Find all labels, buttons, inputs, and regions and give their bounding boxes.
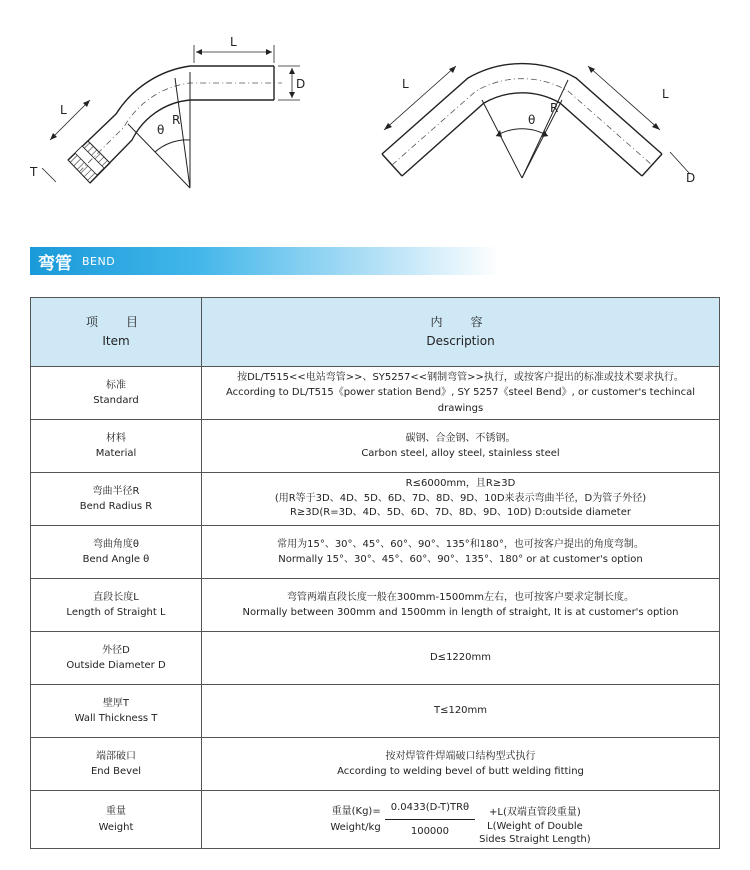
table-header-row <box>31 298 720 367</box>
item-cell: 端部破口 End Bevel <box>31 738 202 791</box>
item-cell: 标准 Standard <box>31 367 202 420</box>
weight-formula: 重量(Kg)= Weight/kg $\frac{\text{0.0433(D-T)TRθ}}{100000}$ +L(双端直管段重量) L(Weight of Double Sides Straight Length) <box>330 802 591 846</box>
spec-table <box>30 297 720 849</box>
table-row-outside-diameter <box>31 632 720 685</box>
desc-cell: T≤120mm <box>202 685 720 738</box>
item-cell: 直段长度L Length of Straight L <box>31 579 202 632</box>
table-row-end-bevel <box>31 738 720 791</box>
section-title-en: BEND <box>82 254 116 268</box>
label-L-left: L <box>402 77 409 91</box>
label-D: D <box>686 171 696 185</box>
header-item-cell: 项 目 Item <box>31 298 202 367</box>
bend-diagram-90-svg <box>20 0 340 240</box>
pipe-outer-wall <box>382 64 662 154</box>
table-row-wall-thickness <box>31 685 720 738</box>
bend-diagram-90 <box>20 0 340 240</box>
item-cell: 外径D Outside Diameter D <box>31 632 202 685</box>
desc-cell: 常用为15°、30°、45°、60°、90°、135°和180°，也可按客户提出的角度弯制。 Normally 15°、30°、45°、60°、90°、135°、180° or at customer's option <box>202 526 720 579</box>
label-L-top: L <box>230 35 237 49</box>
table-row-bend-radius <box>31 473 720 526</box>
table-row-straight-length <box>31 579 720 632</box>
table-row-weight <box>31 791 720 849</box>
desc-cell: 按对焊管件焊端破口结构型式执行 According to welding bevel of butt welding fitting <box>202 738 720 791</box>
table-row-material <box>31 420 720 473</box>
desc-cell: R≤6000mm，且R≥3D (用R等于3D、4D、5D、6D、7D、8D、9D、10D来表示弯曲半径，D为管子外径) R≥3D(R=3D、4D、5D、6D、7D、8D、9D、10D) D:outside diameter <box>202 473 720 526</box>
table-row-bend-angle <box>31 526 720 579</box>
desc-cell: 碳钢、合金钢、不锈钢。 Carbon steel, alloy steel, stainless steel <box>202 420 720 473</box>
formula-fraction: $\frac{\text{0.0433(D-T)TRθ}}{100000}$ <box>385 800 475 839</box>
desc-cell: D≤1220mm <box>202 632 720 685</box>
label-L-side: L <box>60 103 67 117</box>
item-cell: 材料 Material <box>31 420 202 473</box>
item-cell: 弯曲角度θ Bend Angle θ <box>31 526 202 579</box>
table-row-standard <box>31 367 720 420</box>
item-cell: 壁厚T Wall Thickness T <box>31 685 202 738</box>
bend-diagram-angle-svg <box>370 0 730 240</box>
bend-diagram-angle <box>370 0 730 240</box>
item-cell: 重量 Weight <box>31 791 202 849</box>
label-D: D <box>296 77 306 91</box>
item-cell: 弯曲半径R Bend Radius R <box>31 473 202 526</box>
weight-formula-cell <box>202 791 720 849</box>
desc-cell: 按DL/T515<<电站弯管>>、SY5257<<钢制弯管>>执行，或按客户提出的标准或技术要求执行。 According to DL/T515《power station Bend》, SY 5257《steel Bend》, or customer's techincal drawings <box>202 367 720 420</box>
section-title-cn: 弯管 <box>38 253 72 274</box>
label-theta: θ <box>528 113 536 127</box>
label-R: R <box>550 101 559 115</box>
desc-cell: 弯管两端直段长度一般在300mm-1500mm左右，也可按客户要求定制长度。 Normally between 300mm and 1500mm in length of straight, It is at customer's option <box>202 579 720 632</box>
pipe-outer-wall <box>68 66 274 160</box>
label-T: T <box>30 165 38 179</box>
label-R: R <box>172 113 181 127</box>
label-theta: θ <box>157 123 165 137</box>
label-L-right: L <box>662 87 669 101</box>
header-desc-cell: 内 容 Description <box>202 298 720 367</box>
section-title-bar <box>30 247 500 275</box>
